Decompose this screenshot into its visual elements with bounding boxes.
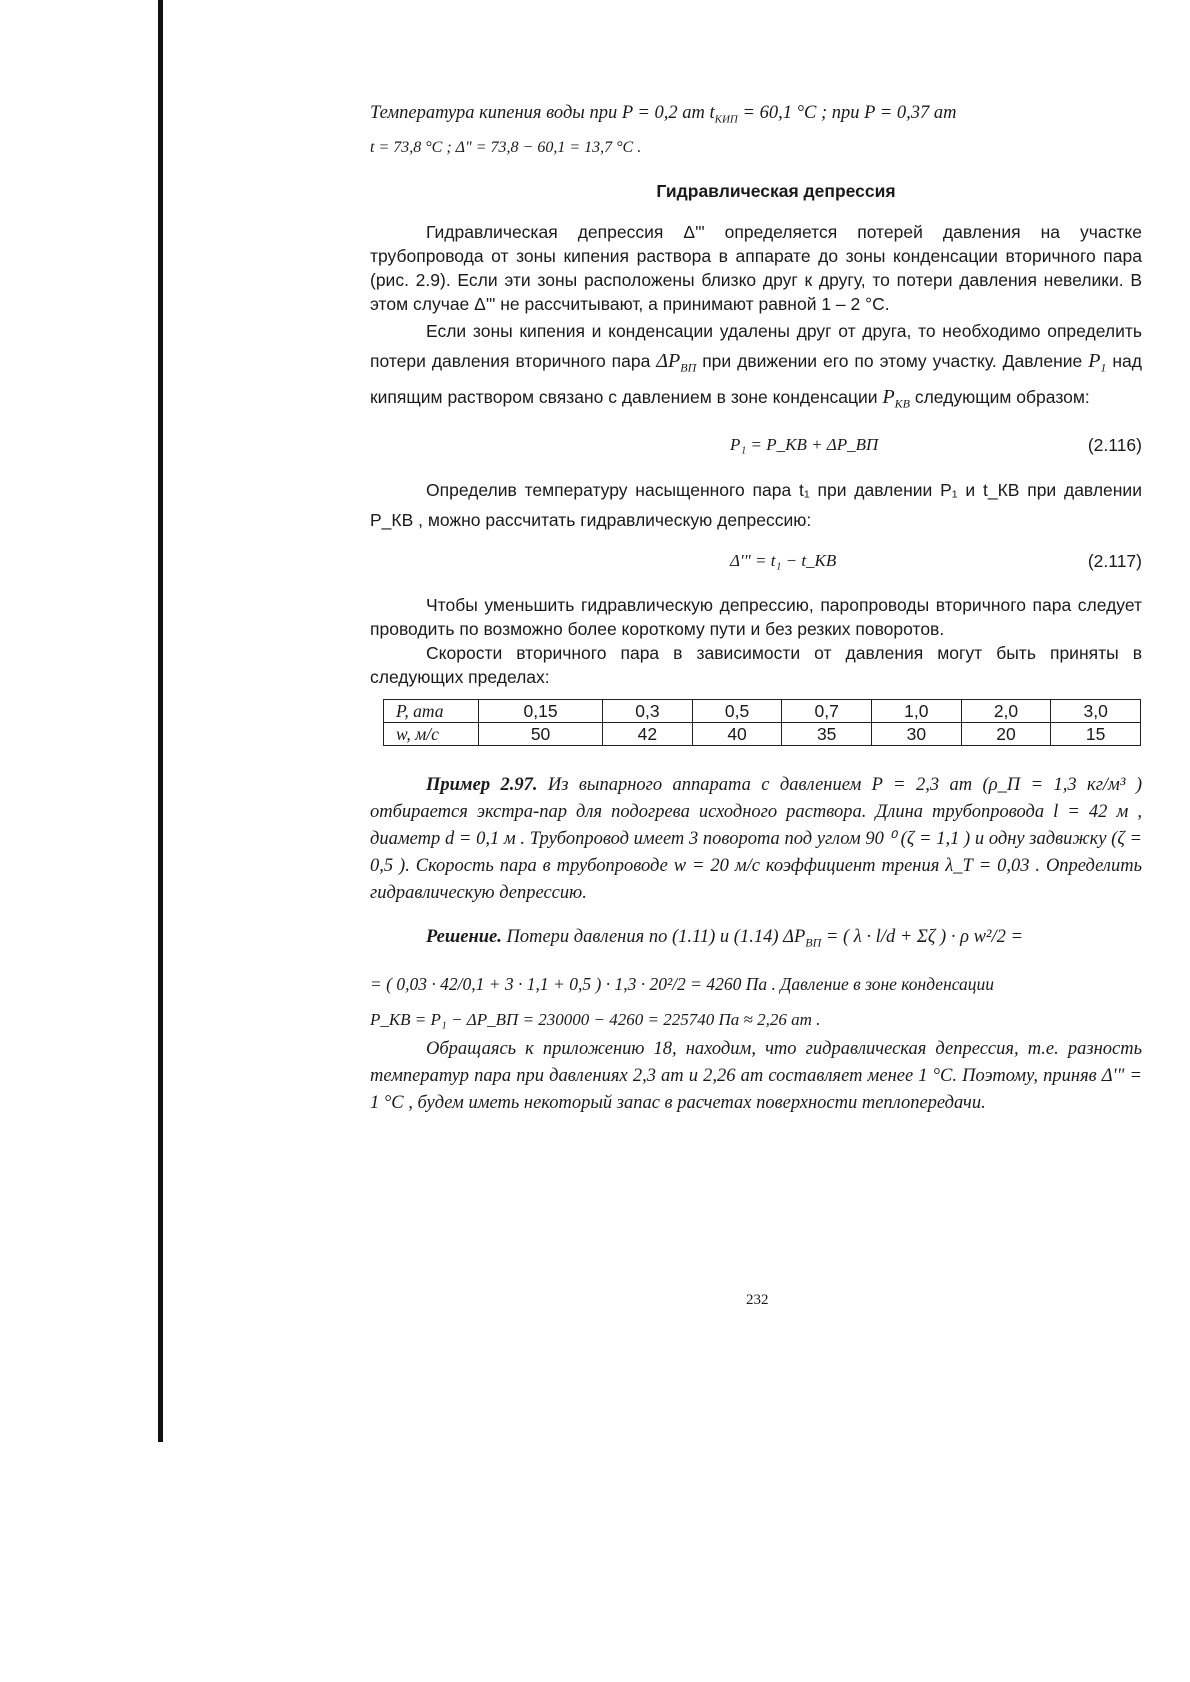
intro-line-1: Температура кипения воды при P = 0,2 ат $t_{КИП} = 60,1$ °C ; при P = 0,37 ат [370,103,957,126]
page-body [370,100,1142,1117]
table-cell: 35 [782,722,872,745]
table-cell: 1,0 [872,699,962,722]
paragraph-5: Скорости вторичного пара в зависимости от давления могут быть приняты в следующих пределах: [370,642,1142,687]
formula-2-116 [370,429,1142,465]
table-cell: 3,0 [1051,699,1141,722]
table-cell: 20 [961,722,1051,745]
example-paragraph: Пример 2.97. Из выпарного аппарата с давлением P = 2,3 ат (ρ_П = 1,3 кг/м³ ) отбирается экстра-пар для подогрева исходного раствора. Длина трубопровода l = 42 м , диаметр d = 0,1 м . Трубопровод имеет 3 поворота под углом 90 ⁰ (ζ = 1,1 ) и одну задвижку (ζ = 0,5 ). Скорость пара в трубопроводе w = 20 м/с коэффициент трения λ_Т = 0,03 . Определить гидравлическую депрессию. [370,774,1142,903]
table-cell: 30 [872,722,962,745]
solution-title: Решение. [426,926,502,947]
scan-edge-bar [158,0,163,1442]
calculation-line: = ( 0,03 · 42/0,1 + 3 · 1,1 + 0,5 ) · 1,3 · 20²/2 = 4260 Па . Давление в зоне конденсации [370,974,995,995]
paragraph-1: Гидравлическая депрессия Δ'" определяется потерей давления на участке трубопровода от зоны кипения раствора в аппарате до зоны конденсации вторичного пара (рис. 2.9). Если эти зоны расположены близко друг к другу, то потери давления невелики. В этом случае Δ'" не рассчитывают, а принимают равной 1 – 2 °C. [370,221,1142,314]
example-title: Пример 2.97. [426,774,538,795]
solution-line: Решение. Потери давления по (1.11) и (1.14) $\Delta P_{ВП}$ = ( λ · l/d + Σζ ) · ρ w²/2 = [426,926,1023,950]
paragraph-4: Чтобы уменьшить гидравлическую депрессию, паропроводы вторичного пара следует проводить по возможно более короткому пути и без резких поворотов. [370,594,1142,639]
formula-number: (2.117) [1087,550,1142,571]
velocity-table [383,699,1141,746]
table-cell: 50 [479,722,603,745]
table-cell: 42 [603,722,693,745]
table-row-label: w, м/с [384,722,479,745]
formula-number: (2.116) [1087,434,1142,455]
paragraph-3: Определив температуру насыщенного пара t₁ при давлении P₁ и t_КВ при давлении P_КВ , можно рассчитать гидравлическую депрессию: [370,479,1142,530]
table-cell: 2,0 [961,699,1051,722]
page-number: 232 [746,1292,769,1308]
intro-line-2: t = 73,8 °C ; Δ" = 73,8 − 60,1 = 13,7 °C . [370,138,642,156]
table-cell: 40 [692,722,782,745]
table-cell: 0,15 [479,699,603,722]
paragraph-2: Если зоны кипения и конденсации удалены друг от друга, то необходимо определить потери давления вторичного пара $\Delta P_{ВП}$ при движении его по этому участку. Давление $P_1$ над кипящим раствором связано с давлением в зоне конденсации $P_{КВ}$ следующим образом: [370,320,1142,411]
table-row [384,699,1141,722]
table-row-label: P, ата [384,699,479,722]
section-heading: Гидравлическая депрессия [656,180,896,201]
formula-expression: Δ'" = t₁ − t_КВ [730,550,837,570]
formula-expression: P₁ = P_КВ + ΔP_ВП [730,434,879,454]
table-cell: 0,3 [603,699,693,722]
pkv-line: P_КВ = P₁ − ΔP_ВП = 230000 − 4260 = 225740 Па ≈ 2,26 ат . [370,1010,821,1030]
table-cell: 0,5 [692,699,782,722]
table-row [384,722,1141,745]
formula-2-117 [370,545,1142,581]
table-cell: 15 [1051,722,1141,745]
table-cell: 0,7 [782,699,872,722]
final-paragraph: Обращаясь к приложению 18, находим, что гидравлическая депрессия, т.е. разность температур пара при давлениях 2,3 ат и 2,26 ат составляет менее 1 °C. Поэтому, приняв Δ'" = 1 °C , будем иметь некоторый запас в расчетах поверхности теплопередачи. [370,1039,1142,1114]
